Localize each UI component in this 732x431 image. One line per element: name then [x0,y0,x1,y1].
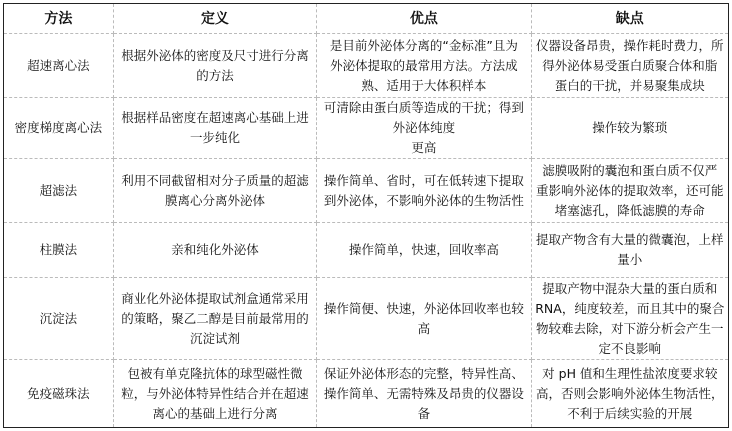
definition-cell: 根据外泌体的密度及尺寸进行分离 的方法 [113,34,316,98]
definition-cell: 利用不同截留相对分子质量的超滤 膜离心分离外泌体 [113,159,316,223]
method-cell: 超速离心法 [4,34,114,98]
table-row [4,98,729,159]
advantages-cell: 操作简单，快速，回收率高 [317,223,531,278]
disadvantages-cell: 滤膜吸附的囊泡和蛋白质不仅严 重影响外泌体的提取效率，还可能 堵塞滤孔，降低滤膜的寿命 [531,159,728,223]
advantages-cell: 保证外泌体形态的完整，特异性高、 操作简单、无需特殊及昂贵的仪器设 备 [317,360,531,428]
advantages-cell: 是目前外泌体分离的“金标准”且为 外泌体提取的最常用方法。方法成 熟、适用于大体积样本 [317,34,531,98]
header-advantages: 优点 [317,4,531,34]
header-method: 方法 [4,4,114,34]
advantages-cell: 操作简单、省时，可在低转速下提取 到外泌体，不影响外泌体的生物活性 [317,159,531,223]
header-disadvantages: 缺点 [531,4,728,34]
method-cell: 密度梯度离心法 [4,98,114,159]
table-row [4,223,729,278]
exosome-isolation-methods-table [3,3,729,428]
definition-cell: 亲和纯化外泌体 [113,223,316,278]
definition-cell: 商业化外泌体提取试剂盒通常采用 的策略，聚乙二醇是目前最常用的 沉淀试剂 [113,278,316,360]
header-definition: 定义 [113,4,316,34]
disadvantages-cell: 提取产物含有大量的微囊泡，上样 量小 [531,223,728,278]
method-cell: 超滤法 [4,159,114,223]
method-cell: 沉淀法 [4,278,114,360]
header-row [4,4,729,34]
table-row [4,360,729,428]
table-row [4,278,729,360]
disadvantages-cell: 提取产物中混杂大量的蛋白质和 RNA，纯度较差，而且其中的聚合 物较难去除，对下游分析会产生一 定不良影响 [531,278,728,360]
advantages-cell: 操作简便、快速，外泌体回收率也较 高 [317,278,531,360]
advantages-cell: 可清除由蛋白质等造成的干扰；得到 外泌体纯度 更高 [317,98,531,159]
definition-cell: 包被有单克隆抗体的球型磁性微 粒，与外泌体特异性结合并在超速 离心的基础上进行分离 [113,360,316,428]
table-row [4,34,729,98]
table-row [4,159,729,223]
disadvantages-cell: 对 pH 值和生理性盐浓度要求较 高，否则会影响外泌体生物活性， 不利于后续实验的开展 [531,360,728,428]
method-cell: 柱膜法 [4,223,114,278]
definition-cell: 根据样品密度在超速离心基础上进 一步纯化 [113,98,316,159]
method-cell: 免疫磁珠法 [4,360,114,428]
disadvantages-cell: 仪器设备昂贵，操作耗时费力，所 得外泌体易受蛋白质聚合体和脂 蛋白的干扰，并易聚集成块 [531,34,728,98]
disadvantages-cell: 操作较为繁琐 [531,98,728,159]
